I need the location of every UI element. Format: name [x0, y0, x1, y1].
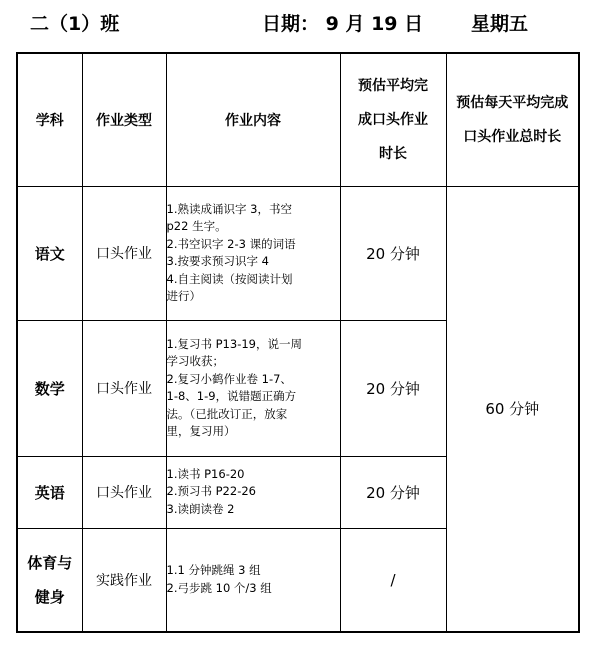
table-header-row: [17, 53, 579, 186]
content-line: 2.复习小鹤作业卷 1-7、: [166, 371, 292, 386]
content-cell: [166, 528, 340, 632]
type-cell: 口头作业: [82, 456, 166, 528]
subject-cell: 语文: [17, 186, 82, 320]
content-line: 1.熟读成诵识字 3，书空: [166, 201, 292, 216]
content-line: 4.自主阅读（按阅读计划: [166, 271, 293, 286]
content-line: 1-8、1-9，说错题正确方: [166, 389, 297, 403]
col-header-subject: 学科: [17, 53, 82, 186]
table-row-chinese: [17, 186, 579, 320]
content-cell: [166, 456, 340, 528]
content-line: 2.弓步跳 10 个/3 组: [166, 580, 272, 595]
page-header: [0, 0, 593, 44]
time-cell: 20 分钟: [340, 456, 446, 528]
daily-total-cell: 60 分钟: [446, 186, 579, 632]
subject-cell: 英语: [17, 456, 82, 528]
content-cell: [166, 186, 340, 320]
weekday-label: 星期五: [471, 13, 529, 35]
content-line: 1.复习书 P13-19，说一周: [166, 336, 302, 351]
subject-cell: 数学: [17, 320, 82, 456]
col-header-type: 作业类型: [82, 53, 166, 186]
col-header-est-time: [340, 53, 446, 186]
content-line: 2.预习书 P22-26: [166, 484, 256, 499]
col-header-est-time-line: 成口头作业: [358, 111, 428, 128]
subject-cell: [17, 528, 82, 632]
homework-table: [16, 52, 580, 633]
type-cell: 口头作业: [82, 186, 166, 320]
type-cell: 口头作业: [82, 320, 166, 456]
time-cell: 20 分钟: [340, 186, 446, 320]
col-header-content: 作业内容: [166, 53, 340, 186]
content-line: 3.读朗读卷 2: [166, 501, 235, 516]
col-header-daily-total: [446, 53, 579, 186]
col-header-est-time-line: 时长: [379, 145, 407, 162]
content-line: 2.书空识字 2-3 课的词语: [166, 236, 296, 251]
col-header-est-time-line: 预估平均完: [358, 77, 428, 94]
content-line: 进行）: [166, 289, 201, 303]
content-line: 1.读书 P16-20: [166, 466, 245, 481]
class-label: 二（1）班: [30, 13, 120, 35]
content-line: 3.按要求预习识字 4: [166, 254, 269, 268]
content-line: p22 生字。: [166, 219, 227, 233]
col-header-daily-total-line: 预估每天平均完成: [456, 94, 569, 111]
date-label: 日期： 9 月 19 日: [262, 13, 424, 35]
time-cell: 20 分钟: [340, 320, 446, 456]
subject-line: 健身: [34, 587, 65, 606]
content-line: 学习收获；: [166, 354, 224, 368]
time-cell: /: [340, 528, 446, 632]
content-cell: [166, 320, 340, 456]
col-header-daily-total-line: 口头作业总时长: [463, 128, 562, 145]
subject-line: 体育与: [27, 553, 73, 572]
content-line: 法。（已批改订正，放家: [166, 406, 288, 421]
content-line: 里，复习用）: [166, 424, 236, 438]
type-cell: 实践作业: [82, 528, 166, 632]
content-line: 1.1 分钟跳绳 3 组: [166, 563, 261, 578]
